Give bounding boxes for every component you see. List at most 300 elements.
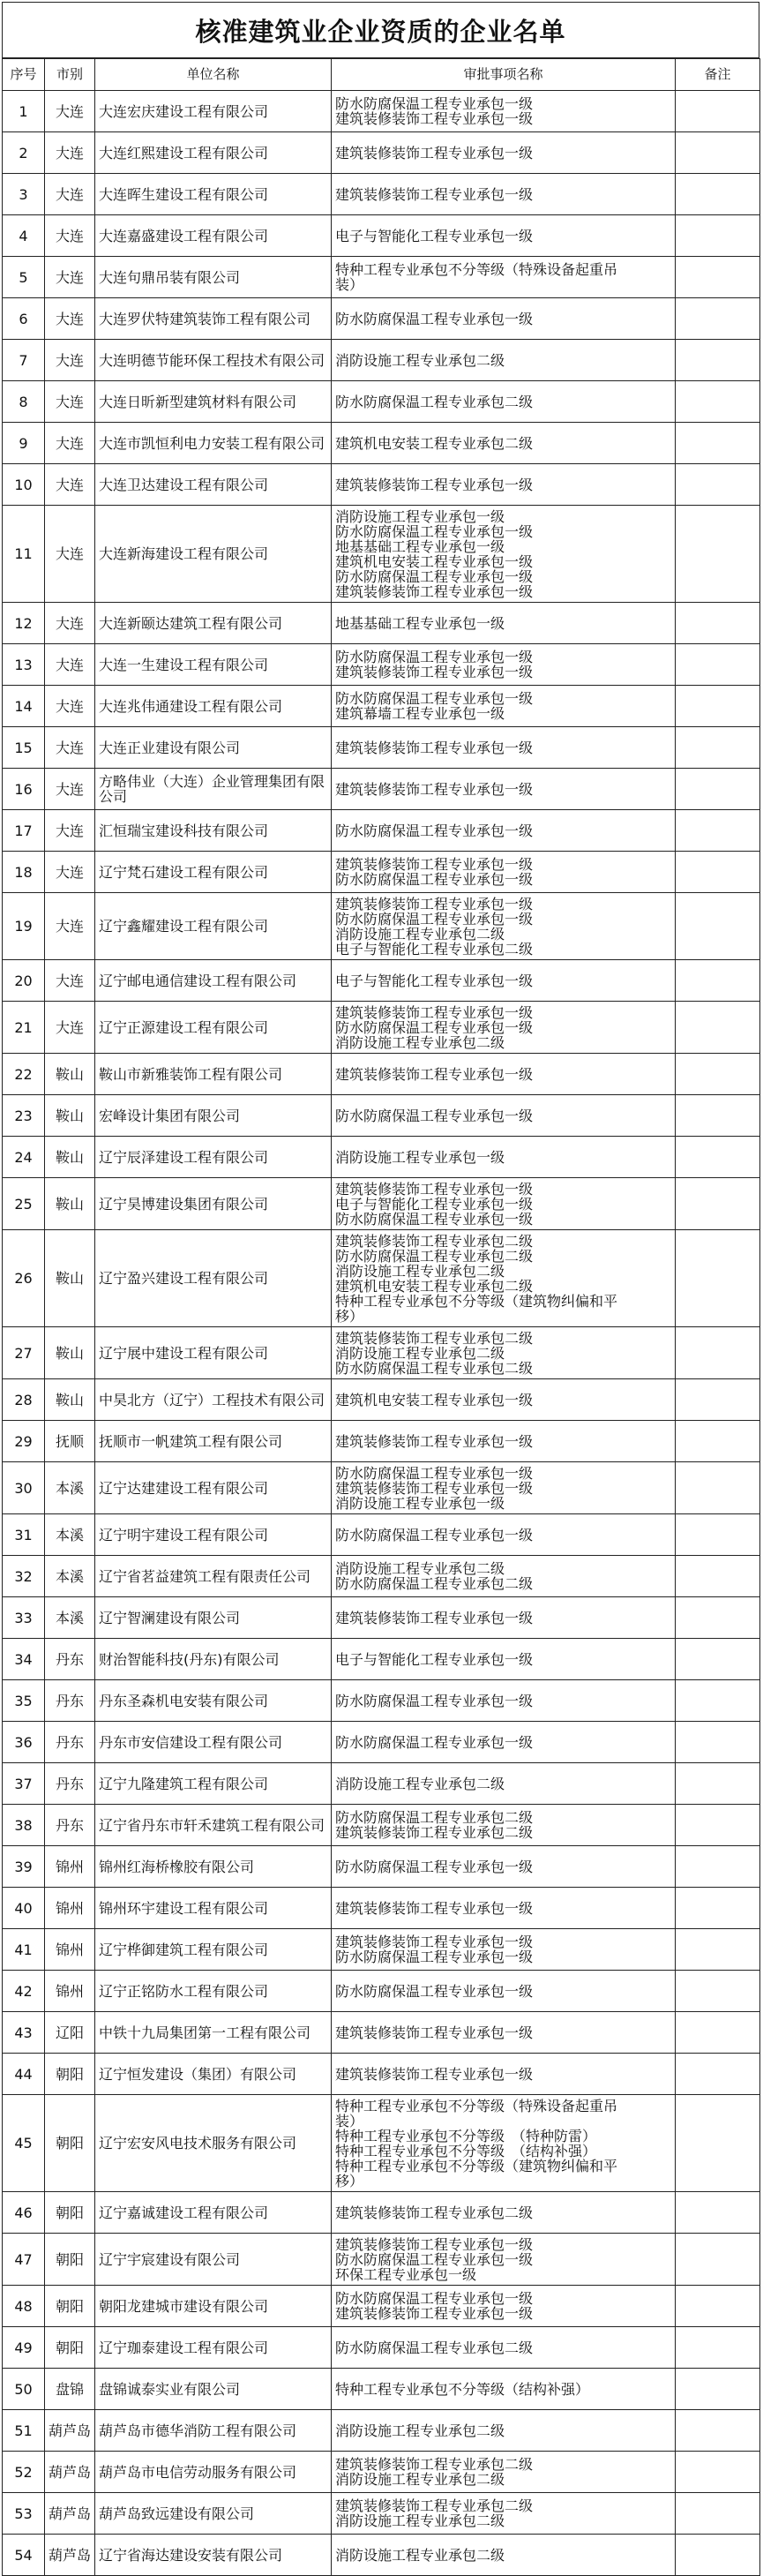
company-name-text: 辽宁省茗益建筑工程有限责任公司 [99, 1568, 311, 1584]
row-city: 抚顺 [45, 1421, 95, 1462]
row-approval-items [332, 91, 676, 132]
row-number: 36 [3, 1722, 45, 1763]
approval-item: 建筑装修装饰工程专业承包一级 [335, 740, 534, 755]
row-city: 大连 [45, 852, 95, 893]
company-name-text: 大连宏庆建设工程有限公司 [99, 103, 269, 119]
table-row [3, 1929, 760, 1971]
approval-item: 消防设施工程专业承包二级 [335, 1776, 505, 1791]
row-number: 50 [3, 2369, 45, 2410]
table-row [3, 1639, 760, 1680]
row-note [676, 2327, 760, 2369]
approval-item: 防水防腐保温工程专业承包一级 [335, 1108, 534, 1123]
row-company-name [95, 2286, 332, 2327]
row-city: 鞍山 [45, 1327, 95, 1379]
row-number: 45 [3, 2095, 45, 2192]
row-approval-items [332, 1597, 676, 1639]
row-note [676, 644, 760, 686]
approval-item: 建筑装修装饰工程专业承包一级 [335, 186, 534, 202]
approval-item: 防水防腐保温工程专业承包一级 [335, 1859, 534, 1874]
company-name-text: 辽宁明宇建设工程有限公司 [99, 1527, 269, 1543]
approval-item: 消防设施工程专业承包二级 [335, 926, 505, 942]
row-number: 40 [3, 1888, 45, 1929]
approval-item: 防水防腐保温工程专业承包一级 [335, 1019, 534, 1035]
row-approval-items [332, 1805, 676, 1846]
row-company-name [95, 644, 332, 686]
approval-item: 建筑装修装饰工程专业承包一级 [335, 1004, 534, 1020]
row-approval-items [332, 810, 676, 852]
row-company-name [95, 960, 332, 1002]
row-note [676, 1462, 760, 1514]
row-approval-items [332, 132, 676, 174]
approval-item: 防水防腐保温工程专业承包一级 [335, 96, 534, 111]
row-note [676, 1722, 760, 1763]
row-note [676, 1680, 760, 1722]
table-row [3, 1888, 760, 1929]
row-city: 大连 [45, 298, 95, 340]
row-city: 大连 [45, 423, 95, 464]
row-city: 盘锦 [45, 2369, 95, 2410]
row-approval-items [332, 1929, 676, 1971]
approval-item: 消防设施工程专业承包一级 [335, 1149, 505, 1165]
row-city: 大连 [45, 686, 95, 727]
row-approval-items [332, 2012, 676, 2054]
approval-item: 防水防腐保温工程专业承包一级 [335, 2251, 534, 2267]
row-number: 47 [3, 2234, 45, 2286]
approval-item: 建筑装修装饰工程专业承包一级 [335, 781, 534, 797]
row-approval-items [332, 769, 676, 810]
row-approval-items [332, 2054, 676, 2095]
row-number: 10 [3, 464, 45, 506]
company-name-text: 葫芦岛致远建设有限公司 [99, 2505, 255, 2521]
approval-item: 消防设施工程专业承包一级 [335, 508, 505, 524]
row-note [676, 1556, 760, 1597]
row-company-name [95, 2234, 332, 2286]
table-row [3, 2234, 760, 2286]
approval-item: 消防设施工程专业承包二级 [335, 2472, 505, 2487]
approval-item: 防水防腐保温工程专业承包一级 [335, 523, 534, 539]
approval-item: 建筑装修装饰工程专业承包一级 [335, 2024, 534, 2040]
row-company-name [95, 1597, 332, 1639]
company-name-text: 辽宁九隆建筑工程有限公司 [99, 1776, 269, 1791]
row-approval-items [332, 174, 676, 215]
approval-item: 特种工程专业承包不分等级 （结构补强） [335, 2143, 597, 2159]
row-note [676, 2286, 760, 2327]
row-note [676, 1805, 760, 1846]
approval-item: 防水防腐保温工程专业承包二级 [335, 1248, 534, 1264]
row-company-name [95, 852, 332, 893]
table-row [3, 506, 760, 603]
row-number: 15 [3, 727, 45, 769]
row-city: 大连 [45, 603, 95, 644]
row-city: 丹东 [45, 1639, 95, 1680]
row-city: 丹东 [45, 1722, 95, 1763]
row-company-name [95, 174, 332, 215]
company-name-text: 朝阳龙建城市建设有限公司 [99, 2298, 269, 2314]
row-note [676, 174, 760, 215]
row-number: 3 [3, 174, 45, 215]
row-company-name [95, 1178, 332, 1230]
approval-item: 防水防腐保温工程专业承包一级 [335, 872, 534, 887]
row-number: 54 [3, 2535, 45, 2576]
row-city: 朝阳 [45, 2192, 95, 2234]
row-note [676, 1379, 760, 1421]
table-row [3, 603, 760, 644]
approval-item: 建筑装修装饰工程专业承包一级 [335, 1066, 534, 1082]
row-city: 大连 [45, 215, 95, 257]
row-note [676, 1763, 760, 1805]
approval-item: 地基基础工程专业承包一级 [335, 615, 505, 631]
row-city: 朝阳 [45, 2286, 95, 2327]
company-name-text: 大连句鼎吊装有限公司 [99, 269, 241, 285]
row-company-name [95, 506, 332, 603]
table-row [3, 1095, 760, 1137]
row-number: 20 [3, 960, 45, 1002]
row-approval-items [332, 893, 676, 960]
table-row [3, 257, 760, 298]
row-company-name [95, 340, 332, 381]
approval-item: 建筑装修装饰工程专业承包一级 [335, 583, 534, 599]
approval-item: 特种工程专业承包不分等级（建筑物纠偏和平 [335, 1293, 618, 1309]
approval-item: 防水防腐保温工程专业承包一级 [335, 691, 534, 706]
row-number: 37 [3, 1763, 45, 1805]
approval-item: 防水防腐保温工程专业承包一级 [335, 822, 534, 838]
row-company-name [95, 1846, 332, 1888]
approval-item: 消防设施工程专业承包一级 [335, 1495, 505, 1511]
row-city: 大连 [45, 810, 95, 852]
header-note: 备注 [676, 59, 760, 91]
row-approval-items [332, 381, 676, 423]
company-name-text: 大连卫达建设工程有限公司 [99, 477, 269, 492]
row-number: 41 [3, 1929, 45, 1971]
approval-item: 特种工程专业承包不分等级 （特种防雷） [335, 2128, 597, 2144]
row-city: 辽阳 [45, 2012, 95, 2054]
row-number: 4 [3, 215, 45, 257]
row-number: 29 [3, 1421, 45, 1462]
row-company-name [95, 1639, 332, 1680]
row-approval-items [332, 2192, 676, 2234]
row-note [676, 2192, 760, 2234]
row-approval-items [332, 1379, 676, 1421]
approval-item: 环保工程专业承包一级 [335, 2266, 477, 2282]
table-row [3, 1421, 760, 1462]
row-city: 大连 [45, 257, 95, 298]
table-row [3, 1846, 760, 1888]
table-row [3, 1054, 760, 1095]
row-note [676, 1327, 760, 1379]
table-row [3, 340, 760, 381]
company-name-text: 大连嘉盛建设工程有限公司 [99, 228, 269, 244]
row-number: 34 [3, 1639, 45, 1680]
row-note [676, 381, 760, 423]
approval-item: 建筑幕墙工程专业承包一级 [335, 706, 505, 721]
company-name-text: 抚顺市一帆建筑工程有限公司 [99, 1433, 283, 1449]
row-note [676, 960, 760, 1002]
row-note [676, 1230, 760, 1327]
row-note [676, 1846, 760, 1888]
row-approval-items [332, 423, 676, 464]
row-company-name [95, 2095, 332, 2192]
table-row [3, 2535, 760, 2576]
approval-item: 建筑装修装饰工程专业承包二级 [335, 1233, 534, 1249]
approval-item: 特种工程专业承包不分等级（结构补强） [335, 2381, 590, 2397]
row-note [676, 1054, 760, 1095]
row-number: 38 [3, 1805, 45, 1846]
table-body [3, 91, 760, 2576]
row-company-name [95, 1514, 332, 1556]
row-company-name [95, 686, 332, 727]
row-city: 本溪 [45, 1597, 95, 1639]
row-company-name [95, 1680, 332, 1722]
company-name-text: 辽宁昊博建设集团有限公司 [99, 1196, 269, 1212]
approval-item: 防水防腐保温工程专业承包一级 [335, 311, 534, 327]
row-company-name [95, 1137, 332, 1178]
row-approval-items [332, 686, 676, 727]
company-name-text: 辽宁达建建设工程有限公司 [99, 1480, 269, 1496]
approval-item: 防水防腐保温工程专业承包一级 [335, 1949, 534, 1964]
row-number: 17 [3, 810, 45, 852]
row-number: 33 [3, 1597, 45, 1639]
row-number: 42 [3, 1971, 45, 2012]
row-city: 大连 [45, 960, 95, 1002]
row-company-name [95, 1002, 332, 1054]
company-name-text: 盘锦诚泰实业有限公司 [99, 2381, 241, 2397]
row-number: 52 [3, 2452, 45, 2493]
row-approval-items [332, 2535, 676, 2576]
row-company-name [95, 381, 332, 423]
company-name-text: 丹东圣森机电安装有限公司 [99, 1693, 269, 1709]
approval-item: 防水防腐保温工程专业承包一级 [335, 1734, 534, 1750]
row-approval-items [332, 1462, 676, 1514]
table-row [3, 769, 760, 810]
row-number: 43 [3, 2012, 45, 2054]
row-number: 31 [3, 1514, 45, 1556]
row-number: 44 [3, 2054, 45, 2095]
table-row [3, 1462, 760, 1514]
row-number: 53 [3, 2493, 45, 2535]
approval-item: 建筑装修装饰工程专业承包二级 [335, 2457, 534, 2472]
row-company-name [95, 1888, 332, 1929]
page-title: 核准建筑业企业资质的企业名单 [2, 2, 759, 58]
company-name-text: 大连罗伏特建筑装饰工程有限公司 [99, 311, 311, 327]
approval-item: 建筑机电安装工程专业承包二级 [335, 1278, 534, 1294]
table-row [3, 2493, 760, 2535]
row-note [676, 1888, 760, 1929]
row-approval-items [332, 2410, 676, 2452]
row-approval-items [332, 644, 676, 686]
table-row [3, 852, 760, 893]
company-name-text: 财治智能科技(丹东)有限公司 [99, 1651, 280, 1667]
row-approval-items [332, 1421, 676, 1462]
table-row [3, 381, 760, 423]
approval-item: 建筑装修装饰工程专业承包一级 [335, 896, 534, 912]
row-note [676, 132, 760, 174]
row-number: 22 [3, 1054, 45, 1095]
table-row [3, 1805, 760, 1846]
approval-item: 消防设施工程专业承包二级 [335, 2422, 505, 2438]
row-company-name [95, 1763, 332, 1805]
approval-item: 防水防腐保温工程专业承包一级 [335, 1527, 534, 1543]
row-number: 32 [3, 1556, 45, 1597]
row-city: 丹东 [45, 1763, 95, 1805]
approval-item: 防水防腐保温工程专业承包一级 [335, 650, 534, 665]
company-name-text: 大连日昕新型建筑材料有限公司 [99, 394, 297, 409]
row-number: 19 [3, 893, 45, 960]
approval-item: 防水防腐保温工程专业承包二级 [335, 1360, 534, 1376]
approval-item: 防水防腐保温工程专业承包一级 [335, 1465, 534, 1481]
row-note [676, 340, 760, 381]
approval-item: 防水防腐保温工程专业承包一级 [335, 2291, 534, 2306]
row-company-name [95, 91, 332, 132]
row-company-name [95, 2410, 332, 2452]
row-city: 鞍山 [45, 1379, 95, 1421]
row-company-name [95, 1379, 332, 1421]
table-row [3, 1327, 760, 1379]
table-row [3, 298, 760, 340]
table-row [3, 174, 760, 215]
approval-item: 建筑装修装饰工程专业承包一级 [335, 2236, 534, 2252]
row-city: 朝阳 [45, 2095, 95, 2192]
row-company-name [95, 298, 332, 340]
row-number: 39 [3, 1846, 45, 1888]
table-row [3, 1379, 760, 1421]
row-note [676, 1639, 760, 1680]
row-city: 葫芦岛 [45, 2493, 95, 2535]
approval-item: 防水防腐保温工程专业承包一级 [335, 568, 534, 584]
company-name-text: 辽宁邮电通信建设工程有限公司 [99, 973, 297, 988]
approval-item: 消防设施工程专业承包二级 [335, 1263, 505, 1279]
row-company-name [95, 1556, 332, 1597]
row-city: 锦州 [45, 1888, 95, 1929]
row-number: 13 [3, 644, 45, 686]
row-approval-items [332, 340, 676, 381]
row-company-name [95, 810, 332, 852]
row-company-name [95, 2369, 332, 2410]
row-note [676, 2410, 760, 2452]
row-number: 26 [3, 1230, 45, 1327]
row-company-name [95, 727, 332, 769]
row-note [676, 423, 760, 464]
table-row [3, 464, 760, 506]
approval-item: 建筑装修装饰工程专业承包二级 [335, 1330, 534, 1346]
approval-item: 特种工程专业承包不分等级（建筑物纠偏和平 [335, 2158, 618, 2174]
row-note [676, 852, 760, 893]
table-row [3, 132, 760, 174]
table-row [3, 2286, 760, 2327]
row-city: 锦州 [45, 1971, 95, 2012]
company-name-text: 大连正业建设有限公司 [99, 740, 241, 755]
row-approval-items [332, 464, 676, 506]
row-city: 朝阳 [45, 2054, 95, 2095]
approval-item: 电子与智能化工程专业承包一级 [335, 1196, 534, 1212]
row-approval-items [332, 2327, 676, 2369]
row-approval-items [332, 727, 676, 769]
approval-item: 移） [335, 1308, 364, 1324]
row-note [676, 810, 760, 852]
company-name-text: 辽宁辰泽建设工程有限公司 [99, 1149, 269, 1165]
row-city: 鞍山 [45, 1095, 95, 1137]
table-row [3, 1722, 760, 1763]
row-company-name [95, 215, 332, 257]
row-note [676, 464, 760, 506]
row-city: 朝阳 [45, 2327, 95, 2369]
company-name-text: 宏峰设计集团有限公司 [99, 1108, 241, 1123]
row-city: 朝阳 [45, 2234, 95, 2286]
row-note [676, 769, 760, 810]
company-name-text: 大连兆伟通建设工程有限公司 [99, 698, 283, 714]
row-approval-items [332, 1888, 676, 1929]
row-number: 49 [3, 2327, 45, 2369]
table-row [3, 1556, 760, 1597]
row-number: 27 [3, 1327, 45, 1379]
company-name-text: 辽宁桦御建筑工程有限公司 [99, 1941, 269, 1957]
company-name-text: 辽宁恒发建设（集团）有限公司 [99, 2066, 297, 2082]
row-approval-items [332, 2234, 676, 2286]
row-number: 48 [3, 2286, 45, 2327]
company-name-text: 鞍山市新雅装饰工程有限公司 [99, 1066, 283, 1082]
approval-item: 防水防腐保温工程专业承包二级 [335, 394, 534, 409]
company-name-text: 葫芦岛市德华消防工程有限公司 [99, 2422, 297, 2438]
row-city: 丹东 [45, 1680, 95, 1722]
approval-item: 装） [335, 277, 364, 292]
row-company-name [95, 132, 332, 174]
row-company-name [95, 1722, 332, 1763]
approval-item: 建筑机电安装工程专业承包一级 [335, 1392, 534, 1408]
row-note [676, 727, 760, 769]
row-company-name [95, 2192, 332, 2234]
row-number: 12 [3, 603, 45, 644]
row-city: 鞍山 [45, 1230, 95, 1327]
company-name-text: 辽宁珈泰建设工程有限公司 [99, 2339, 269, 2355]
row-number: 46 [3, 2192, 45, 2234]
row-city: 鞍山 [45, 1054, 95, 1095]
row-company-name [95, 1054, 332, 1095]
row-approval-items [332, 1971, 676, 2012]
company-name-text: 大连一生建设工程有限公司 [99, 657, 269, 672]
row-approval-items [332, 1230, 676, 1327]
row-approval-items [332, 2369, 676, 2410]
row-company-name [95, 2535, 332, 2576]
row-approval-items [332, 1054, 676, 1095]
table-row [3, 91, 760, 132]
row-note [676, 1095, 760, 1137]
row-note [676, 215, 760, 257]
row-approval-items [332, 960, 676, 1002]
approval-item: 建筑机电安装工程专业承包二级 [335, 435, 534, 451]
qualification-table [2, 58, 760, 2576]
table-row [3, 2192, 760, 2234]
row-company-name [95, 257, 332, 298]
header-city: 市别 [45, 59, 95, 91]
row-note [676, 1514, 760, 1556]
row-company-name [95, 1462, 332, 1514]
approval-item: 电子与智能化工程专业承包一级 [335, 228, 534, 244]
approval-item: 移） [335, 2173, 364, 2189]
table-row [3, 1763, 760, 1805]
company-name-text: 辽宁鑫耀建设工程有限公司 [99, 919, 269, 934]
row-number: 18 [3, 852, 45, 893]
company-name-text: 丹东市安信建设工程有限公司 [99, 1734, 283, 1750]
company-name-text: 大连新海建设工程有限公司 [99, 546, 269, 561]
row-approval-items [332, 1846, 676, 1888]
table-header-row [3, 59, 760, 91]
table-row [3, 1971, 760, 2012]
row-number: 51 [3, 2410, 45, 2452]
row-city: 大连 [45, 893, 95, 960]
approval-item: 建筑装修装饰工程专业承包一级 [335, 1181, 534, 1197]
approval-item: 建筑装修装饰工程专业承包一级 [335, 1433, 534, 1449]
approval-item: 建筑装修装饰工程专业承包一级 [335, 145, 534, 161]
approval-item: 电子与智能化工程专业承包一级 [335, 1651, 534, 1667]
